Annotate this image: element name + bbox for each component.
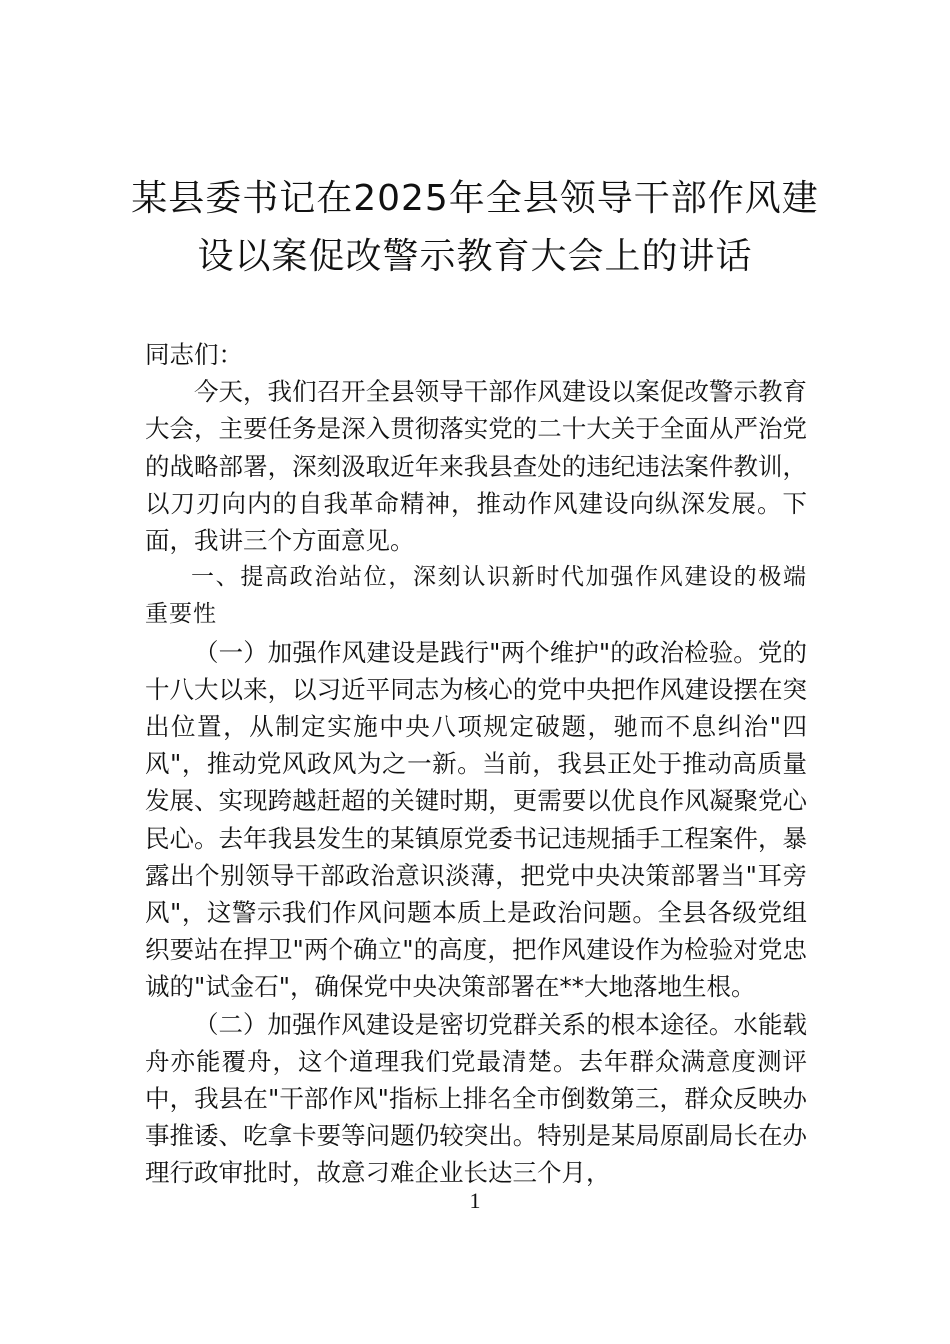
document-body xyxy=(145,336,807,1192)
section-heading-1: 一、提高政治站位，深刻认识新时代加强作风建设的极端重要性 xyxy=(145,564,807,628)
subsection-paragraph-2: （二）加强作风建设是密切党群关系的根本途径。水能载舟亦能覆舟，这个道理我们党最清楚。去年群众满意度测评中，我县在"干部作风"指标上排名全市倒数第三，群众反映办事推诿、吃拿卡要等问题仍较突出。特别是某局原副局长在办理行政审批时，故意刁难企业长达三个月， xyxy=(145,1009,807,1188)
title-line-1: 某县委书记在2025年全县领导干部作风建 xyxy=(131,178,819,219)
intro-paragraph: 今天，我们召开全县领导干部作风建设以案促改警示教育大会，主要任务是深入贯彻落实党的二十大关于全面从严治党的战略部署，深刻汲取近年来我县查处的违纪违法案件教训，以刀刃向内的自我革命精神，推动作风建设向纵深发展。下面，我讲三个方面意见。 xyxy=(145,377,807,556)
document-title xyxy=(120,170,830,286)
subsection-paragraph-1: （一）加强作风建设是践行"两个维护"的政治检验。党的十八大以来，以习近平同志为核心的党中央把作风建设摆在突出位置，从制定实施中央八项规定破题，驰而不息纠治"四风"，推动党风政风为之一新。当前，我县正处于推动高质量发展、实现跨越赶超的关键时期，更需要以优良作风凝聚党心民心。去年我县发生的某镇原党委书记违规插手工程案件，暴露出个别领导干部政治意识淡薄，把党中央决策部署当"耳旁风"，这警示我们作风问题本质上是政治问题。全县各级党组织要站在捍卫"两个确立"的高度，把作风建设作为检验对党忠诚的"试金石"，确保党中央决策部署在**大地落地生根。 xyxy=(145,637,807,1002)
page-number: 1 xyxy=(469,1188,481,1213)
title-line-2: 设以案促改警示教育大会上的讲话 xyxy=(197,236,753,277)
salutation: 同志们： xyxy=(145,340,243,369)
